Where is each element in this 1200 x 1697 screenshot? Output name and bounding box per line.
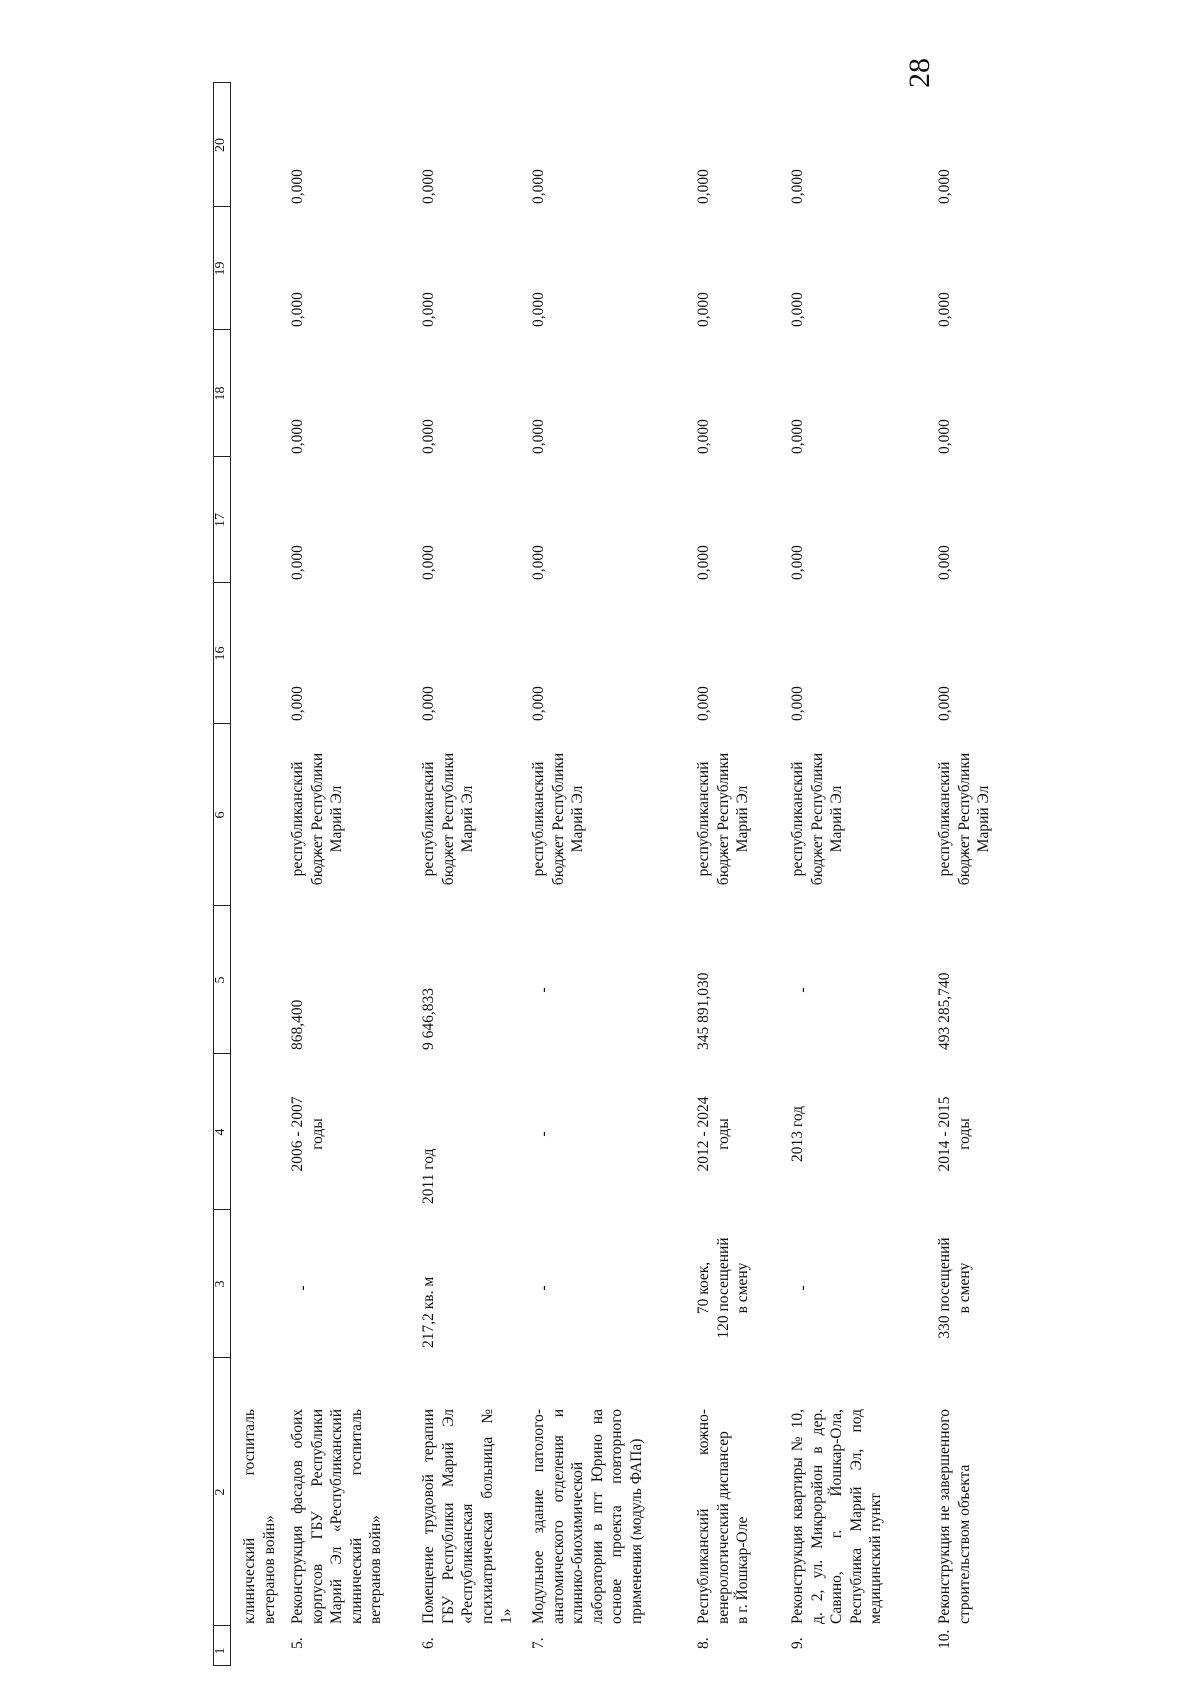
cost: 493 285,740 [936, 972, 953, 1050]
value-col18: 0,000 [289, 419, 306, 454]
value-col16: 0,000 [789, 686, 806, 721]
capacity: - [294, 1285, 311, 1291]
column-header-20: 20 [213, 138, 228, 152]
value-col19: 0,000 [530, 292, 547, 327]
years: 2006 - 2007 годы [289, 1096, 326, 1172]
value-col17: 0,000 [695, 545, 712, 580]
capacity: 217,2 кв. м [420, 1276, 437, 1348]
column-header-4: 4 [213, 1128, 228, 1136]
column-header-17: 17 [213, 513, 228, 527]
row-number: 8. [695, 1637, 712, 1649]
value-col20: 0,000 [530, 169, 547, 204]
cost: 345 891,030 [695, 972, 712, 1050]
row-number: 9. [789, 1637, 806, 1649]
page-number: 28 [903, 58, 936, 88]
years: 2011 год [420, 1148, 437, 1204]
funding-source: республиканский бюджет Республики Марий Эл [289, 752, 345, 886]
value-col16: 0,000 [289, 686, 306, 721]
value-col18: 0,000 [695, 419, 712, 454]
years: 2013 год [789, 1105, 806, 1163]
column-header-19: 19 [213, 261, 228, 276]
value-col16: 0,000 [420, 686, 437, 721]
value-col20: 0,000 [789, 169, 806, 204]
row-number: 7. [530, 1637, 547, 1649]
funding-source: республиканский бюджет Республики Марий Эл [789, 752, 845, 886]
value-col17: 0,000 [420, 545, 437, 580]
value-col17: 0,000 [289, 545, 306, 580]
value-col16: 0,000 [936, 686, 953, 721]
value-col20: 0,000 [420, 169, 437, 204]
column-header-3: 3 [213, 1280, 228, 1288]
funding-source: республиканский бюджет Республики Марий Эл [420, 752, 476, 886]
years: 2012 - 2024 годы [695, 1096, 732, 1172]
object-name: Реконструкция квартиры № 10, д. 2, ул. Микрорайон в дер. Савино, г. Йошкар-Ола, Республика Марий Эл, под медицинский пункт [789, 1409, 884, 1624]
value-col20: 0,000 [695, 169, 712, 204]
carry-over-text: клинический госпиталь ветеранов войн» [241, 1409, 278, 1624]
object-name: Помещение трудовой терапии ГБУ Республики Марий Эл «Республиканская психиатрическая больница № 1» [420, 1409, 515, 1624]
object-name: Реконструкция фасадов обоих корпусов ГБУ Республики Марий Эл «Республиканский клинический госпиталь ветеранов войн» [289, 1409, 384, 1624]
object-name: Реконструкция не завершенного строительством объекта [936, 1409, 973, 1624]
value-col16: 0,000 [530, 686, 547, 721]
value-col18: 0,000 [789, 419, 806, 454]
cost: 9 646,833 [420, 988, 437, 1050]
capacity: 70 коек, 120 посещений в смену [695, 1237, 751, 1339]
column-header-6: 6 [213, 811, 228, 819]
value-col19: 0,000 [695, 292, 712, 327]
value-col20: 0,000 [289, 169, 306, 204]
column-header-5: 5 [213, 976, 228, 984]
value-col17: 0,000 [530, 545, 547, 580]
value-col18: 0,000 [530, 419, 547, 454]
value-col18: 0,000 [936, 419, 953, 454]
value-col17: 0,000 [789, 545, 806, 580]
value-col18: 0,000 [420, 419, 437, 454]
value-col19: 0,000 [936, 292, 953, 327]
value-col17: 0,000 [936, 545, 953, 580]
column-header-18: 18 [213, 386, 228, 401]
capacity: - [535, 1285, 552, 1291]
value-col19: 0,000 [420, 292, 437, 327]
row-number: 10. [936, 1629, 953, 1649]
row-number: 5. [289, 1637, 306, 1649]
column-header-1: 1 [213, 1647, 228, 1655]
column-header-2: 2 [213, 1488, 228, 1496]
column-header-16: 16 [213, 646, 228, 661]
row-number: 6. [420, 1637, 437, 1649]
header-bottom-rule [230, 82, 231, 1666]
capacity: 330 посещений в смену [936, 1237, 973, 1339]
cost: - [794, 987, 811, 993]
funding-source: республиканский бюджет Республики Марий Эл [530, 752, 586, 886]
cost: 868,400 [289, 999, 306, 1050]
funding-source: республиканский бюджет Республики Марий Эл [695, 752, 751, 886]
value-col20: 0,000 [936, 169, 953, 204]
capacity: - [794, 1285, 811, 1291]
cost: - [535, 987, 552, 993]
years: - [535, 1131, 552, 1137]
object-name: Модульное здание патолого-анатомического отделения и клинико-биохимической лаборатории в пгт Юрино на основе проекта повторного применения (модуль ФАПа) [530, 1409, 645, 1624]
value-col19: 0,000 [289, 292, 306, 327]
rotated-table [213, 82, 1200, 1666]
value-col16: 0,000 [695, 686, 712, 721]
value-col19: 0,000 [789, 292, 806, 327]
years: 2014 - 2015 годы [936, 1096, 973, 1172]
object-name: Республиканский кожно-венерологический диспансер в г. Йошкар-Оле [695, 1409, 751, 1624]
funding-source: республиканский бюджет Республики Марий Эл [936, 752, 992, 886]
